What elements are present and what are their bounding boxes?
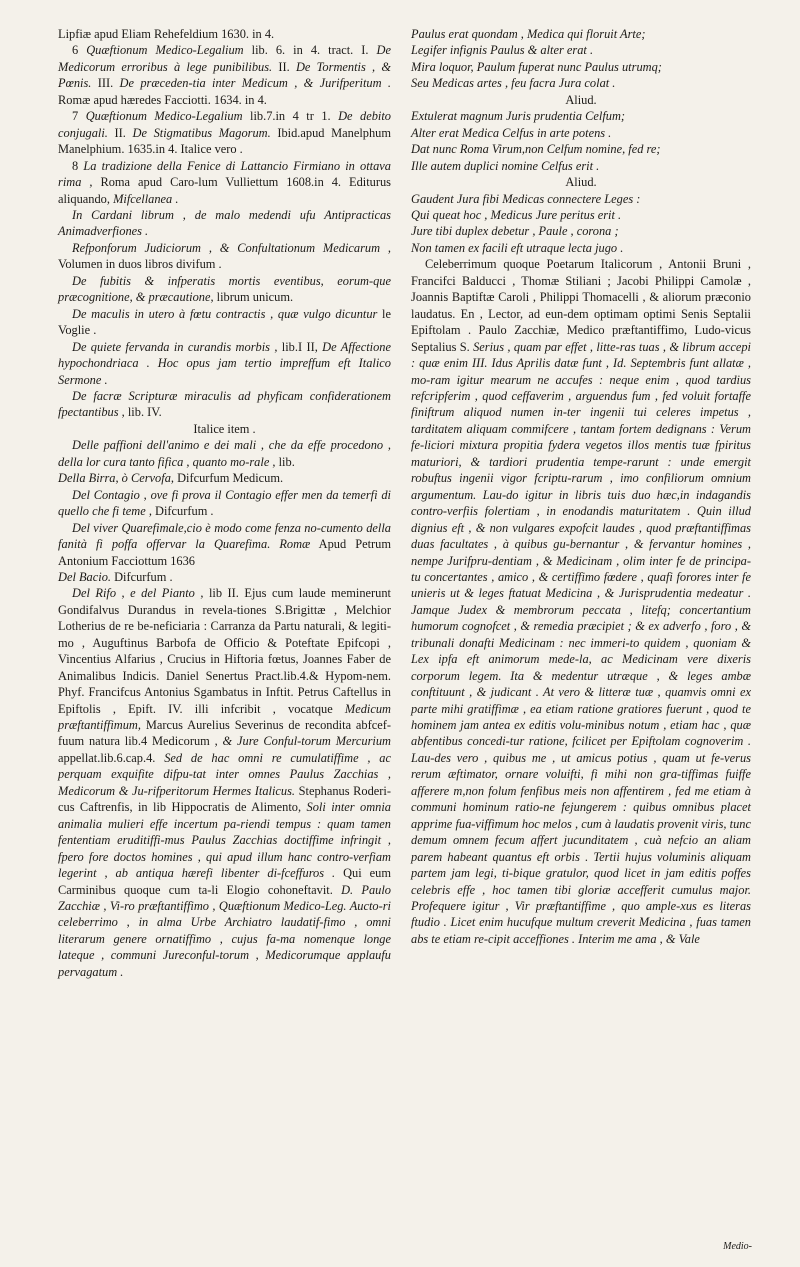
right_column-paragraph: Dat nunc Roma Virum,non Celfum nomine, fed re; xyxy=(411,142,661,157)
left_column-paragraph: 6 Quæftionum Medico-Legalium lib. 6. in 4. tract. I. De Medicorum erroribus à lege punibilibus. II. De Tormentis , & Pœnis. III. De præceden-tia inter Medicum , & Jurifperitum . Romæ apud hæredes Facciotti. 1634. in 4. xyxy=(58,43,392,107)
left_column-paragraph: Del Rifo , e del Pianto , lib II. Ejus cum laude meminerunt Gondifalvus Durandus in revela-tiones S.Brigittæ , Melchior Lotherius de re be-neficiaria : Carranza da Partu naturali, & legiti-mo , Auguftinus Barbofa de Officio & Poteftate Epifcopi , Vincentius Alfarius , Crucius in Hiftoria fœtus, Joannes Faber de Animalibus Indicis. Daniel Senertus Pract.lib.4.& Hypom-nem. Phyf. Francifcus Antonius Sgambatus in Inftit. Petrus Caftellus in Epiftolis , Epift. IV. illi infcribit , vocatque Medicum præftantiffimum, Marcus Aurelius Severinus de recondita abfcef-fuum natura lib.4 Medicorum , & Jure Conful-torum Mercurium appellat.lib.6.cap.4. Sed de hac omni re cumulatiffime , ac perquam exquifite difpu-tat inter omnes Paulus Zacchias , Medicorum & Ju-rifperitorum Hermes Italicus. Stephanus Roderi-cus Caftrenfis, in lib Hippocratis de Alimento, Soli inter omnia animalia mulieri effe incertum pa-riendi tempus : quam tamen fententiam eruditiffi-mus Paulus Zacchias doctiffime infringit , fpero fore doctos homines , qui apud illum hanc contro-verfiam legerint , ab antiqua hærefi libenter di-fceffuros . Qui eum Carminibus quoque cum ta-li Elogio cohoneftavit. D. Paulo Zacchiæ , Vi-ro præftantiffimo , Quæftionum Medico-Leg. Aucto-ri celeberrimo , in alma Urbe Archiatro laudatif-fimo , omni literarum genere ornatiffimo , cujus fa-ma nomenque longe lateque , communi Jureconful-torum , Medicorumque applaufu pervagatum . xyxy=(58,586,392,979)
right_column-paragraph: Aliud. xyxy=(565,92,597,107)
right_column-paragraph: Gaudent Jura fibi Medicas connectere Leges : xyxy=(411,191,641,206)
right_column-paragraph: Seu Medicas artes , feu facra Jura colat . xyxy=(411,76,616,91)
right_column-paragraph: Jure tibi duplex debetur , Paule , corona ; xyxy=(411,224,619,239)
right_column-paragraph: Mira loquor, Paulum fuperat nunc Paulus utrumq; xyxy=(411,59,662,74)
left_column-paragraph: Refponforum Judiciorum , & Confultationum Medicarum , Volumen in duos libros divifum . xyxy=(58,240,391,272)
right_column-paragraph: Aliud. xyxy=(565,175,597,190)
left_column-paragraph: 8 La tradizione della Fenice di Lattancio Firmiano in ottava rima , Roma apud Caro-lum Vulliettum 1608.in 4. Editurus aliquando, Mifcellanea . xyxy=(58,158,392,206)
right_column-paragraph: Celeberrimum quoque Poetarum Italicorum , Antonii Bruni , Francifci Balducci , Thomæ Stiliani ; Jacobi Philippi Camolæ , Joannis Baptiftæ Caroli , Philippi Thomacelli , & aliorum præconio laudatus. En , Lector, ad eun-dem optimam optimi Senis Septalii Epiftolam . Paulo Zacchiæ, Medico præftantiffimo, Ludo-vicus Septalius S. Serius , quam par effet , litte-ras tuas , & librum accepi : quæ enim III. Idus Aprilis datæ funt , Id. Septembris funt allatæ , mo-ram igitur mearum ne accufes : neque enim , quod tardius refcripferim , quod ceffaverim , arguendus fum , fed voluit fortaffe finiftrum aliquod numen in-ter ingenii tui celeres impetus , tarditatem aliquam commifcere , tantam fortem dedignans : Verum fe-liciori mixtura propitia fydera vegetos illos mentis tuæ fpiritus maturiori, & tardiori prudentia tempe-rarunt : unde emergit robuftus ingenii vigor fcriptu-rarum , imo confiliorum omnium argumentum. Lau-do igitur in libris tuis duo hæc,in indagandis contro-verfiis folertiam , in enodandis maturitatem . Quin illud dignius eft , & non vulgares expofcit laudes , quod præftantiffimas duas facultates , à quibus gu-bernantur , & fervantur homines , nempe Jurifpru-dentiam , & Medicinam , olim inter fe de principa-tu concertantes , amico , & certiffimo fœdere , quafi forores inter fe unieris ut & leges ftatuat Medicina , & Jurisprudentia medeatur . Jamque Judex & membrorum peccata , litefq; concertantium humorum cognofcet , & remedia præcipiet ; & ex adverfo , foro , & tribunali donafti Medicinam : nec immeri-to quidem , quoniam & Lex ipfa eft animorum mede-la, ac Medicinam vere dixeris corporum legem. Ita & medentur utræque , & leges ambæ conftituunt , & judicant . At vero & litteræ tuæ , quamvis omni ex parte mihi gratiffimæ , ea etiam ratione gratiores fuerunt , quod te hominem jam antea ex editis volu-minibus notum , etiam hac , quæ abfentibus concedi-tur ratione, fcilicet per Epiftolam cognoverim . Lau-des vero , quibus me , ut amicus potius , quam ut fe-verus rerum æftimator, ornare voluifti, fi mihi non gra-tiffimas fuiffe afferere m,non folum fenfibus meis non affentirem , fed me etiam à communi hominum ratio-ne fejungerem : quibus omnibus placet apprime fua-viffimum hoc melos , cum à laudatis provenit viris, tunc demum omnem fecum affert jucunditatem , cuà nefcio an aliam parem habeant quantus eft orbis . Tertii hujus voluminis aliquam partem jam legi, ti-bique gratulor, quod licet in jam editis poffes celebris effe , hoc tamen tibi gloriæ accefferit cumulus major. Profequere igitur , Vir præftantiffime , quo ample-xus es literas ftudio . Licet enim hucufque multum creverit Medicina , fuas tamen abs te etiam re-cipit acceffiones . Interim me ama , & Vale xyxy=(411,257,751,946)
left_column-paragraph: De facræ Scripturæ miraculis ad phyficam confiderationem fpectantibus , lib. IV. xyxy=(58,388,391,420)
right_column-paragraph: Paulus erat quondam , Medica qui floruit Arte; xyxy=(411,27,646,41)
left_column-paragraph: De maculis in utero à fœtu contractis , quæ vulgo dicuntur le Voglie . xyxy=(58,306,392,338)
left_column-paragraph: Del viver Quarefimale,cio è modo come fenza no-cumento della fanità fi poffa offervar la Quarefima. Romæ Apud Petrum Antonium Facciottum 1636 xyxy=(58,520,391,568)
left_column-paragraph: Italice item . xyxy=(193,421,256,436)
right-column xyxy=(411,26,751,947)
right_column-paragraph: Ille autem duplici nomine Celfus erit . xyxy=(411,158,600,173)
left_column-paragraph: Della Birra, ò Cervofa, Difcurfum Medicum. xyxy=(58,471,284,486)
right_column-paragraph: Alter erat Medica Celfus in arte potens . xyxy=(411,125,612,140)
left_column-paragraph: De quiete fervanda in curandis morbis , lib.I II, De Affectione hypochondriaca . Hoc opus jam tertio impreffum eft Italico Sermone . xyxy=(58,339,391,387)
left_column-paragraph: Del Contagio , ove fi prova il Contagio effer men da temerfi di quello che fi teme , Difcurfum . xyxy=(58,487,391,519)
right_column-paragraph: Qui queat hoc , Medicus Jure peritus erit . xyxy=(411,207,622,222)
left_column-paragraph: Del Bacio. Difcurfum . xyxy=(58,569,173,584)
left_column-paragraph: Delle paffioni dell'animo e dei mali , che da effe procedono , della lor cura tanto fifica , quanto mo-rale , lib. xyxy=(58,438,391,469)
left_column-paragraph: 7 Quæftionum Medico-Legalium lib.7.in 4 tr 1. De debito conjugali. II. De Stigmatibus Magorum. Ibid.apud Manelphum Manelphium. 1635.in 4. Italice vero . xyxy=(58,109,391,157)
right_column-paragraph: Legifer infignis Paulus & alter erat . xyxy=(411,43,594,58)
left_column-paragraph: In Cardani librum , de malo medendi ufu Antipracticas Animadverfiones . xyxy=(58,207,391,239)
catchword: Medio- xyxy=(723,1241,752,1252)
left-column xyxy=(58,26,391,980)
left_column-paragraph: De fubitis & infperatis mortis eventibus, eorum-que præcognitione, & præcautione, librum unicum. xyxy=(58,273,391,305)
left_column-paragraph: Lipfiæ apud Eliam Rehefeldium 1630. in 4. xyxy=(58,27,275,41)
right_column-paragraph: Non tamen ex facili eft utraque lecta jugo . xyxy=(411,240,624,255)
right_column-paragraph: Extulerat magnum Juris prudentia Celfum; xyxy=(411,109,626,124)
